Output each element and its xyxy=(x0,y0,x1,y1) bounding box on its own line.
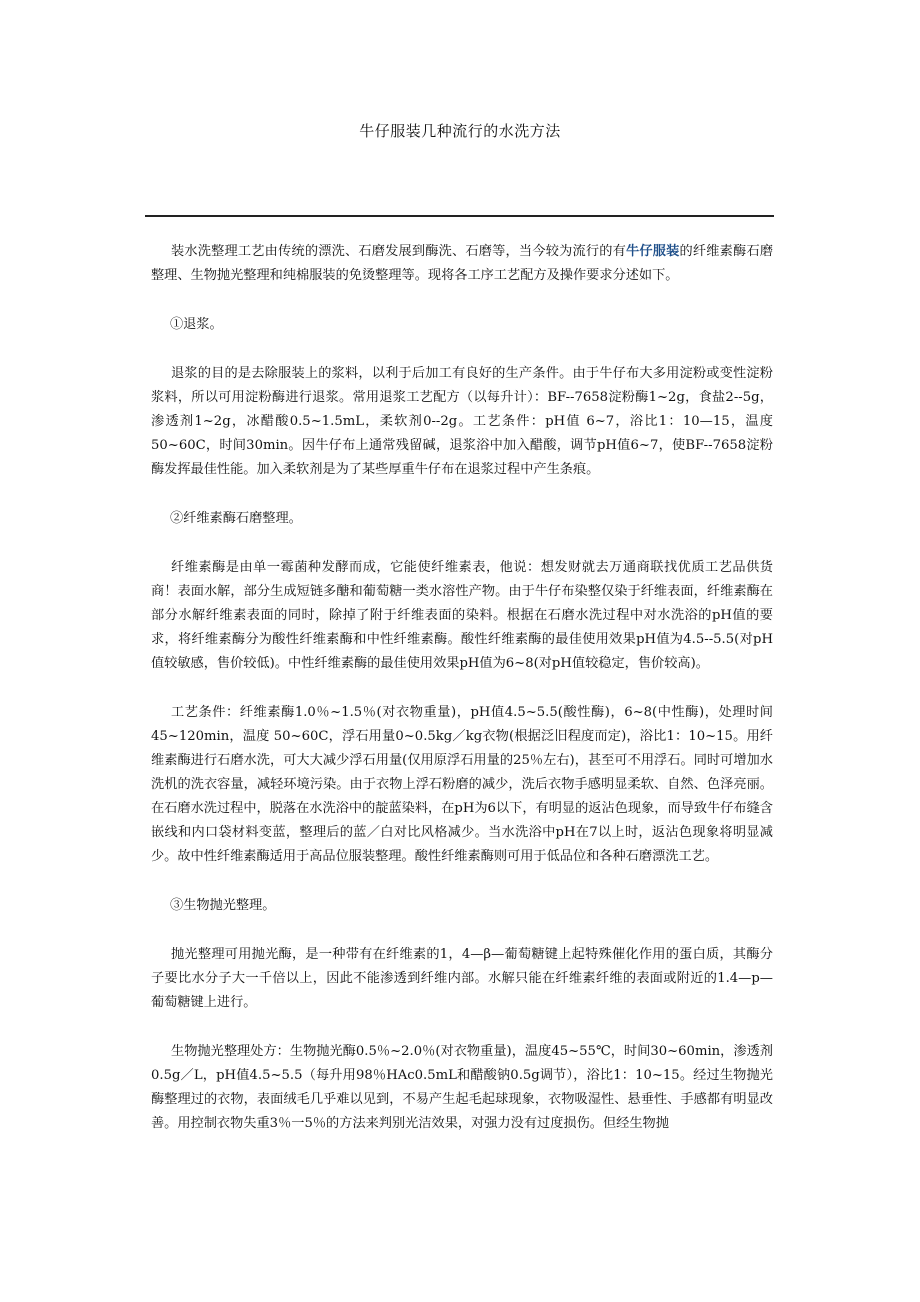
document-title: 牛仔服装几种流行的水洗方法 xyxy=(359,122,561,140)
intro-paragraph xyxy=(151,240,773,288)
paragraph-cellulase-intro: 纤维素酶是由单一霉菌种发酵而成，它能使纤维素表，他说：想发财就去万通商联找优质工艺品供货商！表面水解，部分生成短链多醣和葡萄糖一类水溶性产物。由于牛仔布染整仅染于纤维表面，纤维素酶在部分水解纤维素表面的同时，除掉了附于纤维表面的染料。根据在石磨水洗过程中对水洗浴的pH值的要求，将纤维素酶分为酸性纤维素酶和中性纤维素酶。酸性纤维素酶的最佳使用效果pH值为4.5--5.5(对pH值较敏感，售价较低)。中性纤维素酶的最佳使用效果pH值为6~8(对pH值较稳定，售价较高)。 xyxy=(151,560,773,671)
intro-text-before-link: 装水洗整理工艺由传统的漂洗、石磨发展到酶洗、石磨等，当今较为流行的有 xyxy=(171,244,626,259)
paragraph-biopolishing-recipe: 生物抛光整理处方：生物抛光酶0.5％~2.0％(对衣物重量)，温度45~55℃，时间30~60min，渗透剂0.5g／L，pH值4.5~5.5（每升用98％HAc0.5mL和醋酸钠0.5g调节），浴比1：10~15。经过生物抛光酶整理过的衣物，表面绒毛几乎难以见到，不易产生起毛起球现象，衣物吸湿性、悬垂性、手感都有明显改善。用控制衣物失重3％一5％的方法来判别光洁效果，对强力没有过度损伤。但经生物抛 xyxy=(151,1044,773,1131)
section-heading-desizing: ①退浆。 xyxy=(170,317,223,332)
paragraph-biopolishing-intro: 抛光整理可用抛光酶，是一种带有在纤维素的1，4—β—葡萄糖键上起特殊催化作用的蛋白质，其酶分子要比水分子大一千倍以上，因此不能渗透到纤维内部。水解只能在纤维素纤维的表面或附近的1.4—p—葡萄糖键上进行。 xyxy=(151,947,773,1010)
paragraph-desizing: 退浆的目的是去除服装上的浆料，以利于后加工有良好的生产条件。由于牛仔布大多用淀粉或变性淀粉浆料，所以可用淀粉酶进行退浆。常用退浆工艺配方（以每升计）：BF--7658淀粉酶1~2g，食盐2--5g，渗透剂1~2g，冰醋酸0.5~1.5mL，柔软剂0--2g。工艺条件：pH值 6~7，浴比1：10—15，温度50~60C，时间30min。因牛仔布上通常残留碱，退浆浴中加入醋酸，调节pH值6~7，使BF--7658淀粉酶发挥最佳性能。加入柔软剂是为了某些厚重牛仔布在退浆过程中产生条痕。 xyxy=(151,366,773,477)
paragraph-cellulase-process: 工艺条件：纤维素酶1.0％~1.5％(对衣物重量)，pH值4.5~5.5(酸性酶)，6~8(中性酶)，处理时间45~120min，温度 50~60C，浮石用量0~0.5kg／kg衣物(根据泛旧程度而定)，浴比1：10~15。用纤维素酶进行石磨水洗，可大大减少浮石用量(仅用原浮石用量的25％左右)，甚至可不用浮石。同时可增加水洗机的洗衣容量，减轻环境污染。由于衣物上浮石粉磨的减少，洗后衣物手感明显柔软、自然、色泽亮丽。在石磨水洗过程中，脱落在水洗浴中的靛蓝染料，在pH为6以下，有明显的返沾色现象，而导致牛仔布缝含嵌线和内口袋材料变蓝，整理后的蓝／白对比风格减少。当水洗浴中pH在7以上时，返沾色现象将明显减少。故中性纤维素酶适用于高品位服装整理。酸性纤维素酶则可用于低品位和各种石磨漂洗工艺。 xyxy=(151,705,773,864)
intro-text-after-link: 的纤维素酶石磨整理、生物抛光整理和纯棉服装的免烫整理等。现将各工序工艺配方及操作要求分述如下。 xyxy=(151,244,774,283)
section-heading-cellulase-stonewash: ②纤维素酶石磨整理。 xyxy=(170,511,302,526)
section-heading-biopolishing: ③生物抛光整理。 xyxy=(170,898,276,913)
title-divider xyxy=(145,215,774,217)
document-body xyxy=(151,240,773,1161)
denim-clothing-link[interactable]: 牛仔服装 xyxy=(626,244,680,259)
